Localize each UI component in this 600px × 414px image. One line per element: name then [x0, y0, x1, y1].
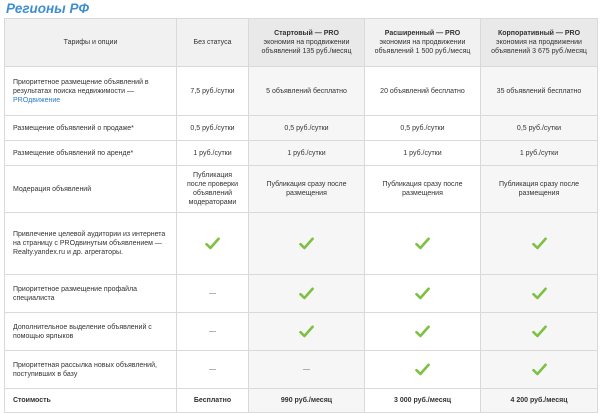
checkmark-icon — [532, 363, 547, 376]
table-cell — [481, 351, 598, 389]
cell-value: 7,5 руб./сутки — [190, 87, 235, 95]
cell-value: 1 руб./сутки — [193, 149, 232, 157]
table-cell — [481, 141, 598, 166]
proddvizhenie-link[interactable]: PROдвижение — [13, 96, 61, 104]
table-cell — [249, 313, 365, 351]
table-cell — [177, 213, 249, 275]
header-plan-starter — [249, 19, 365, 67]
checkmark-icon — [415, 325, 430, 338]
table-cell — [249, 166, 365, 213]
cell-value: Публикация сразу после размещения — [498, 181, 579, 197]
table-cell — [481, 116, 598, 141]
page-title: Регионы РФ — [6, 1, 90, 16]
cell-value: Публикация после проверки объявлений модераторами — [186, 172, 239, 206]
row-label-text: Модерация объявлений — [13, 185, 92, 193]
plan-desc: экономия на продвижении объявлений 3 675 руб./месяц — [491, 39, 587, 55]
table-cell — [365, 213, 481, 275]
checkmark-icon — [532, 287, 547, 300]
cell-value: 1 руб./сутки — [403, 149, 442, 157]
cell-value: 990 руб./месяц — [280, 397, 333, 404]
table-cell — [365, 389, 481, 413]
table-row — [5, 213, 598, 275]
cell-value: Публикация сразу после размещения — [266, 181, 347, 197]
plan-name: Корпоративный — PRO — [497, 30, 581, 37]
checkmark-icon — [299, 325, 314, 338]
row-label-text: Размещение объявлений о продаже* — [13, 124, 134, 132]
table-cell — [177, 351, 249, 389]
table-cell — [177, 67, 249, 116]
row-label-text: Приоритетное размещение профайла специалиста — [13, 285, 138, 302]
table-cell — [481, 67, 598, 116]
table-cell — [365, 351, 481, 389]
table-row — [5, 275, 598, 313]
header-plan-corporate — [481, 19, 598, 67]
table-cell — [249, 275, 365, 313]
header-options: Тарифы и опции — [5, 19, 177, 67]
header-plan-extended — [365, 19, 481, 67]
plan-name: Стартовый — PRO — [274, 30, 339, 37]
cell-value: 0,5 руб./сутки — [284, 124, 329, 132]
table-cell — [481, 213, 598, 275]
plan-desc: экономия на продвижении объявлений 1 500 руб./месяц — [374, 39, 471, 55]
table-cell — [249, 213, 365, 275]
row-label-text: Привлечение целевой аудитории из интернета на страницу с PROдвинутым объявлением — Realty.yandex.ru и др. агрегаторы. — [13, 231, 166, 256]
checkmark-icon — [415, 287, 430, 300]
table-cell — [249, 141, 365, 166]
pricing-table — [4, 18, 598, 413]
cell-value: 5 объявлений бесплатно — [266, 87, 347, 95]
cell-value: 0,5 руб./сутки — [400, 124, 445, 132]
table-cell — [481, 389, 598, 413]
table-cell — [177, 313, 249, 351]
table-cell — [365, 116, 481, 141]
checkmark-icon — [532, 237, 547, 250]
row-label — [5, 141, 177, 166]
plan-desc: экономия на продвижении объявлений 135 руб./месяц — [261, 39, 352, 55]
table-row — [5, 141, 598, 166]
checkmark-icon — [532, 325, 547, 338]
cell-value: 35 объявлений бесплатно — [496, 87, 582, 95]
header-no-status: Без статуса — [177, 19, 249, 67]
table-cell — [365, 313, 481, 351]
row-label — [5, 166, 177, 213]
checkmark-icon — [299, 287, 314, 300]
cell-value: 0,5 руб./сутки — [190, 124, 235, 132]
cell-value: 1 руб./сутки — [287, 149, 326, 157]
cell-value: 4 200 руб./месяц — [510, 397, 568, 404]
row-label — [5, 313, 177, 351]
row-label — [5, 275, 177, 313]
table-cell — [365, 141, 481, 166]
table-cell — [177, 116, 249, 141]
table-row — [5, 389, 598, 413]
table-cell — [177, 141, 249, 166]
row-label-text: Приоритетная рассылка новых объявлений, поступивших в базу — [13, 361, 157, 378]
table-row — [5, 116, 598, 141]
cell-value: Бесплатно — [193, 397, 232, 404]
table-cell — [177, 389, 249, 413]
table-row — [5, 166, 598, 213]
cell-value: Публикация сразу после размещения — [382, 181, 463, 197]
not-available-dash: — — [209, 366, 216, 373]
table-cell — [249, 116, 365, 141]
table-cell — [177, 275, 249, 313]
row-label — [5, 389, 177, 413]
table-cell — [177, 166, 249, 213]
plan-name: Расширенный — PRO — [384, 30, 461, 37]
table-cell — [481, 275, 598, 313]
checkmark-icon — [299, 237, 314, 250]
not-available-dash: — — [303, 366, 310, 373]
table-cell — [249, 389, 365, 413]
table-row — [5, 313, 598, 351]
cell-value: 3 000 руб./месяц — [393, 397, 451, 404]
row-label-text: Размещение объявлений по аренде* — [13, 149, 134, 157]
table-cell — [249, 67, 365, 116]
table-row — [5, 67, 598, 116]
row-label-text: Дополнительное выделение объявлений с помощью ярлыков — [13, 323, 152, 340]
not-available-dash: — — [209, 290, 216, 297]
table-cell — [249, 351, 365, 389]
row-label — [5, 213, 177, 275]
table-cell — [365, 166, 481, 213]
row-label — [5, 351, 177, 389]
table-cell — [481, 166, 598, 213]
checkmark-icon — [205, 237, 220, 250]
row-label-text: Приоритетное размещение объявлений в результатах поиска недвижимости — — [13, 78, 149, 95]
table-cell — [481, 313, 598, 351]
row-label-text: Стоимость — [13, 397, 51, 404]
checkmark-icon — [415, 237, 430, 250]
table-header-row — [5, 19, 598, 67]
not-available-dash: — — [209, 328, 216, 335]
table-cell — [365, 275, 481, 313]
table-row — [5, 351, 598, 389]
table-cell — [365, 67, 481, 116]
cell-value: 20 объявлений бесплатно — [380, 87, 465, 95]
row-label — [5, 116, 177, 141]
cell-value: 1 руб./сутки — [519, 149, 559, 157]
row-label — [5, 67, 177, 116]
checkmark-icon — [415, 363, 430, 376]
cell-value: 0,5 руб./сутки — [516, 124, 562, 132]
